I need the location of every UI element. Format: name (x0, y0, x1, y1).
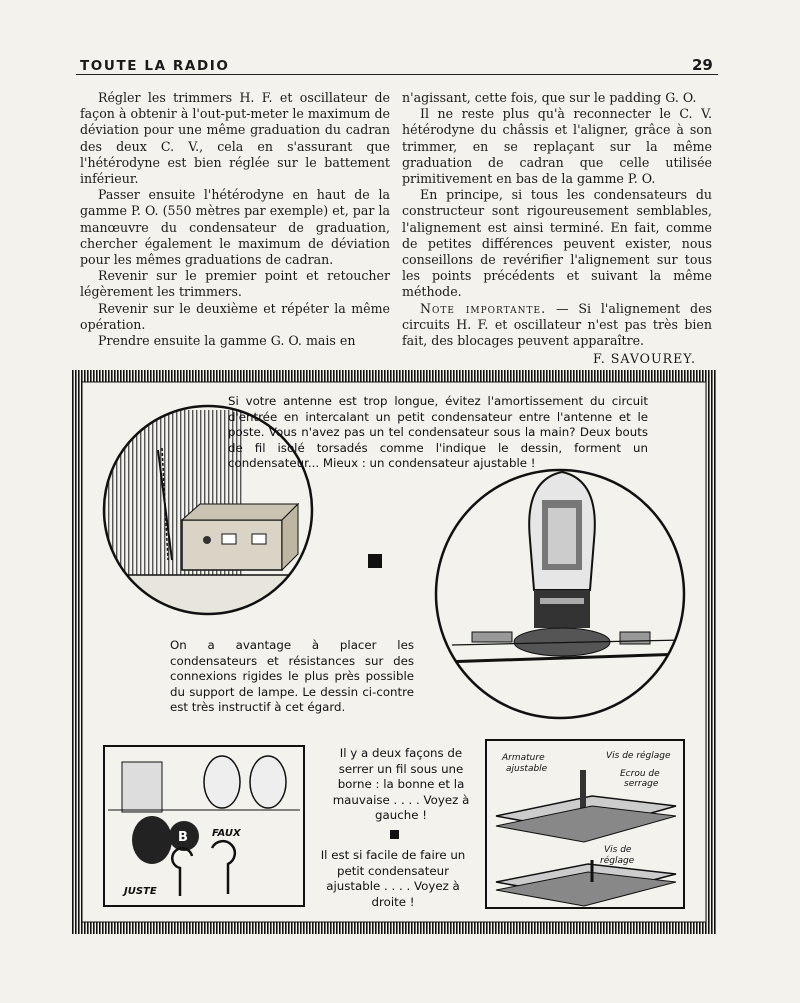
tips-illustration-box (72, 370, 716, 934)
author-signature: F. SAVOUREY. (592, 351, 696, 367)
note-text: — Si l'alignement des circuits H. F. et oscillateur n'est pas très bien fait, des blocages peuvent apparaître. (402, 300, 712, 349)
vis-reglage-label-2b: réglage (600, 856, 635, 866)
terminal-plus: + (175, 847, 184, 858)
terminal-label: B (178, 830, 188, 845)
vis-reglage-label-2: Vis de (604, 845, 632, 855)
terminal-drawing (104, 746, 304, 906)
adjustable-condenser-caption: Il est si facile de faire un petit condensateur ajustable . . . . Voyez à droite ! (320, 848, 466, 909)
armature-label: Armature (502, 753, 545, 763)
paragraph: Régler les trimmers H. F. et oscillateur de façon à obtenir à l'out-put-meter le maximum de déviation pour une même graduation du cadran des deux C. V., cela en s'assurant que l'hétérodyne est bien réglée sur le battement inférieur. (80, 90, 390, 187)
wire-terminal-caption: Il y a deux façons de serrer un fil sous une borne : la bonne et la mauvaise . . . . Voyez à gauche ! (332, 746, 470, 823)
paragraph: Revenir sur le premier point et retoucher légèrement les trimmers. (80, 268, 390, 300)
faux-label: FAUX (212, 828, 241, 839)
paragraph: Il ne reste plus qu'à reconnecter le C. V. hétérodyne du châssis et l'aligner, grâce à son trimmer, en se replaçant sur la même graduation de cadran que celle utilisée primitivement en bas de la gamme P. O. (402, 106, 712, 187)
trimmer-drawing (486, 740, 684, 908)
article-right-column (402, 90, 712, 367)
note-label: Note importante. (420, 300, 547, 316)
ecrou-label: Ecrou de (620, 769, 660, 779)
paragraph: Revenir sur le deuxième et répéter la même opération. (80, 300, 390, 332)
component-placement-caption: On a avantage à placer les condensateurs et résistances sur des connexions rigides le plus près possible du support de lampe. Le dessin ci-contre est très instructif à cet égard. (170, 638, 414, 715)
note-paragraph (402, 301, 712, 350)
page-number: 29 (692, 56, 713, 74)
ecrou-label-2: serrage (624, 779, 659, 789)
article-left-column (80, 90, 390, 349)
armature-label-2: ajustable (506, 764, 548, 774)
vis-reglage-label: Vis de réglage (606, 751, 671, 761)
paragraph: En principe, si tous les condensateurs du constructeur sont rigoureusement semblables, l'alignement est ainsi terminé. En fait, comme de petites différences peuvent exister, nous conseillons de revérifier l'alignement sur tous les points précédents et suivant la même méthode. (402, 187, 712, 300)
header-rule (76, 74, 718, 75)
vacuum-tube-drawing (432, 460, 692, 720)
separator-square (368, 554, 382, 568)
antenna-tip-caption: Si votre antenne est trop longue, évitez l'amortissement du circuit d'entrée en intercalant un petit condensateur entre l'antenne et le poste. Vous n'avez pas un tel condensateur sous la main? Deux bouts de fil isolé torsadés comme l'indique le dessin, forment un condensateur... Mieux : un condensateur ajustable ! (228, 394, 648, 471)
running-header-title: TOUTE LA RADIO (80, 58, 230, 74)
paragraph: Prendre ensuite la gamme G. O. mais en (98, 333, 356, 349)
paragraph: Passer ensuite l'hétérodyne en haut de la gamme P. O. (550 mètres par exemple) et, par la manœuvre du condensateur de graduation, chercher également le maximum de déviation pour les mêmes graduations de cadran. (80, 187, 390, 268)
paragraph: n'agissant, cette fois, que sur le padding G. O. (402, 90, 697, 105)
juste-label: JUSTE (124, 886, 157, 897)
caption-separator-square (390, 830, 399, 839)
